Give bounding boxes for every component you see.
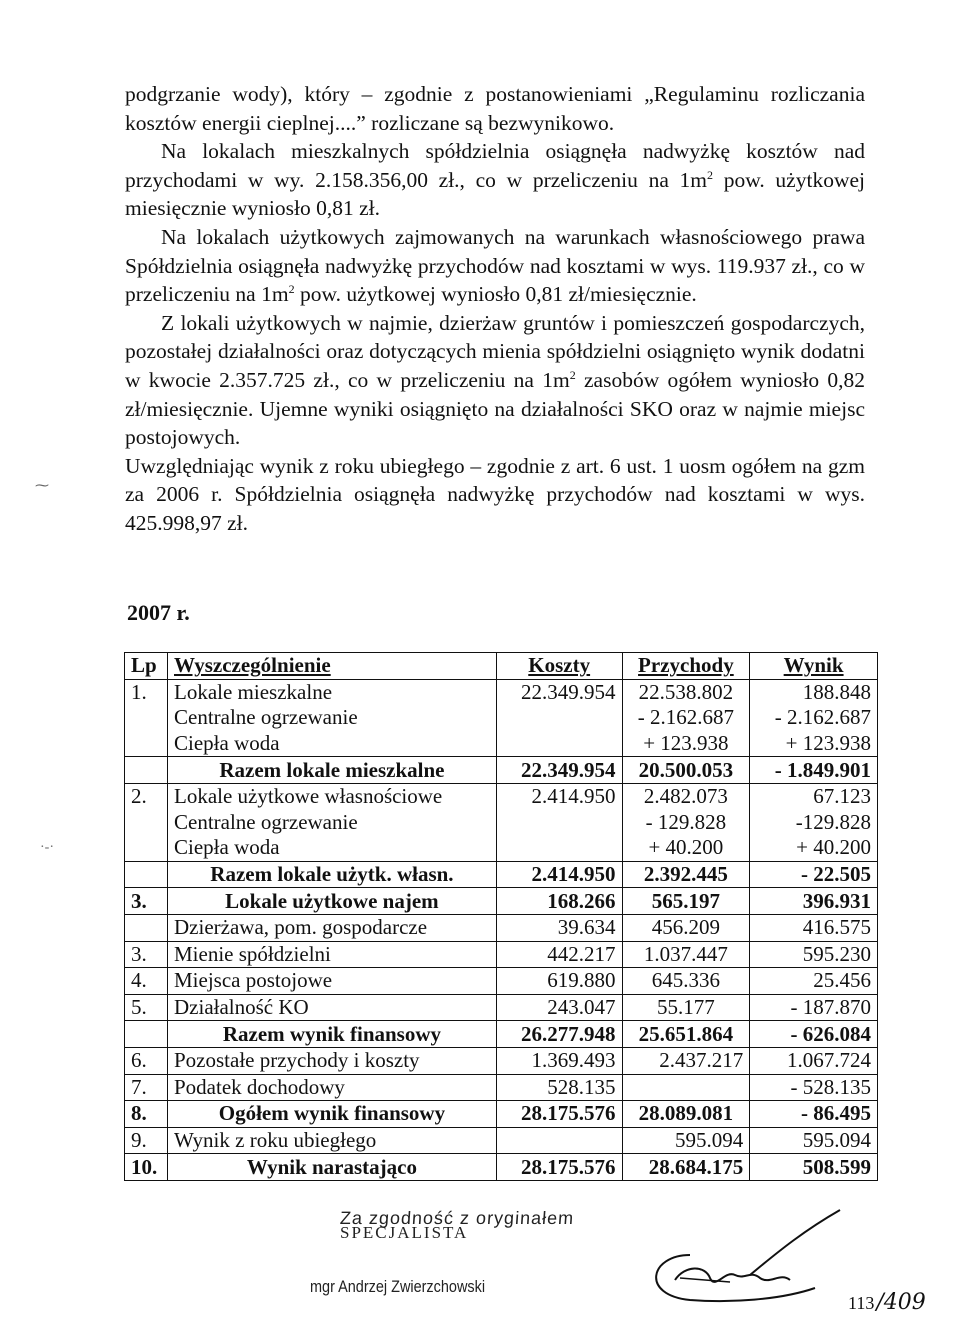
cell-lp: 6.: [125, 1047, 168, 1074]
cell-description: Razem lokale mieszkalne: [168, 757, 497, 784]
cell-costs: 39.634: [496, 914, 622, 941]
year-heading: 2007 r.: [127, 600, 190, 625]
margin-mark: ·-·: [40, 840, 54, 855]
cell-description: Wynik z roku ubiegłego: [168, 1127, 497, 1154]
cell-lp: 3.: [125, 941, 168, 968]
cell-costs: 2.414.950: [496, 861, 622, 888]
cell-description: Centralne ogrzewanie: [168, 810, 497, 836]
cell-result: + 40.200: [750, 835, 878, 861]
cell-costs: 442.217: [496, 941, 622, 968]
table-row: [125, 941, 878, 968]
paragraph-5: Uwzględniając wynik z roku ubiegłego – zgodnie z art. 6 ust. 1 uosm ogółem na gzm za 2006 r. Spółdzielnia osiągnęła nadwyżkę przychodów nad kosztami w wys. 425.998,97 zł.: [125, 453, 865, 535]
cell-description: Dzierżawa, pom. gospodarcze: [168, 914, 497, 941]
table-row: [125, 1127, 878, 1154]
header-revenue: Przychody: [622, 653, 750, 680]
cell-costs: 243.047: [496, 994, 622, 1021]
handwritten-signature: [630, 1200, 850, 1310]
cell-description: Wynik narastająco: [168, 1154, 497, 1181]
cell-result: - 86.495: [750, 1101, 878, 1128]
cell-result: -129.828: [750, 810, 878, 836]
cell-description: Lokale użytkowe własnościowe: [168, 783, 497, 809]
cell-revenue: 2.482.073: [622, 783, 750, 809]
cell-revenue: 20.500.053: [622, 757, 750, 784]
cell-costs: 528.135: [496, 1074, 622, 1101]
cell-costs: 28.175.576: [496, 1154, 622, 1181]
cell-lp: 5.: [125, 994, 168, 1021]
cell-result: 508.599: [750, 1154, 878, 1181]
table-row: [125, 705, 878, 731]
cell-result: 25.456: [750, 968, 878, 995]
cell-revenue: 565.197: [622, 888, 750, 915]
table-row: [125, 835, 878, 861]
cell-revenue: 456.209: [622, 914, 750, 941]
cell-description: Pozostałe przychody i koszty: [168, 1047, 497, 1074]
table-row: [125, 968, 878, 995]
cell-lp: 9.: [125, 1127, 168, 1154]
cell-lp: 1.: [125, 679, 168, 705]
cell-result: - 626.084: [750, 1021, 878, 1048]
cell-lp: [125, 705, 168, 731]
table-row: [125, 1154, 878, 1181]
cell-lp: [125, 835, 168, 861]
cell-costs: 28.175.576: [496, 1101, 622, 1128]
paragraph-1: podgrzanie wody), który – zgodnie z postanowieniami „Regulaminu rozliczania kosztów energii cieplnej....” rozliczane są bezwynikowo.: [125, 82, 865, 135]
cell-result: - 1.849.901: [750, 757, 878, 784]
cell-lp: [125, 757, 168, 784]
cell-description: Ciepła woda: [168, 731, 497, 757]
table-header-row: [125, 653, 878, 680]
cell-revenue: 22.538.802: [622, 679, 750, 705]
cell-lp: 2.: [125, 783, 168, 809]
cell-revenue: 55.177: [622, 994, 750, 1021]
cell-costs: [496, 810, 622, 836]
table-row: [125, 914, 878, 941]
cell-lp: 10.: [125, 1154, 168, 1181]
table-row: [125, 994, 878, 1021]
header-lp: Lp: [125, 653, 168, 680]
cell-lp: 3.: [125, 888, 168, 915]
cell-result: - 528.135: [750, 1074, 878, 1101]
table-row: [125, 888, 878, 915]
cell-revenue: + 40.200: [622, 835, 750, 861]
table-row: [125, 1101, 878, 1128]
stamp-certified-text: Za zgodność z oryginałem: [339, 1208, 575, 1228]
cell-description: Razem lokale użytk. własn.: [168, 861, 497, 888]
cell-lp: [125, 810, 168, 836]
cell-result: - 2.162.687: [750, 705, 878, 731]
cell-result: - 22.505: [750, 861, 878, 888]
cell-costs: 2.414.950: [496, 783, 622, 809]
page-number-printed: 113: [848, 1293, 875, 1313]
cell-result: - 187.870: [750, 994, 878, 1021]
cell-lp: [125, 914, 168, 941]
cell-result: 1.067.724: [750, 1047, 878, 1074]
cell-description: Centralne ogrzewanie: [168, 705, 497, 731]
cell-description: Lokale mieszkalne: [168, 679, 497, 705]
cell-lp: [125, 1021, 168, 1048]
stamp-name: mgr Andrzej Zwierzchowski: [310, 1277, 486, 1296]
cell-result: 595.094: [750, 1127, 878, 1154]
cell-costs: [496, 705, 622, 731]
cell-revenue: 28.684.175: [622, 1154, 750, 1181]
cell-revenue: 595.094: [622, 1127, 750, 1154]
cell-description: Mienie spółdzielni: [168, 941, 497, 968]
cell-revenue: 28.089.081: [622, 1101, 750, 1128]
cell-result: 67.123: [750, 783, 878, 809]
table-row: [125, 861, 878, 888]
cell-description: Podatek dochodowy: [168, 1074, 497, 1101]
table-row: [125, 1047, 878, 1074]
cell-revenue: 2.392.445: [622, 861, 750, 888]
header-description: Wyszczególnienie: [168, 653, 497, 680]
cell-lp: 4.: [125, 968, 168, 995]
cell-result: + 123.938: [750, 731, 878, 757]
header-costs: Koszty: [496, 653, 622, 680]
cell-result: 396.931: [750, 888, 878, 915]
header-result: Wynik: [750, 653, 878, 680]
page-number-handwritten: /409: [876, 1290, 926, 1315]
cell-costs: 168.266: [496, 888, 622, 915]
cell-costs: 619.880: [496, 968, 622, 995]
cell-revenue: 2.437.217: [622, 1047, 750, 1074]
certification-stamp: [310, 1208, 575, 1297]
cell-costs: [496, 835, 622, 861]
table-row: [125, 783, 878, 809]
table-row: [125, 810, 878, 836]
cell-result: 595.230: [750, 941, 878, 968]
table-row: [125, 1021, 878, 1048]
cell-result: 188.848: [750, 679, 878, 705]
cell-revenue: 1.037.447: [622, 941, 750, 968]
cell-costs: [496, 1127, 622, 1154]
cell-costs: 22.349.954: [496, 679, 622, 705]
table-row: [125, 679, 878, 705]
cell-description: Lokale użytkowe najem: [168, 888, 497, 915]
cell-result: 416.575: [750, 914, 878, 941]
paragraph-2: Na lokalach mieszkalnych spółdzielnia osiągnęła nadwyżkę kosztów nad przychodami w wy. 2.158.356,00 zł., co w przeliczeniu na $1m^2$ pow. użytkowej miesięcznie wyniosło 0,81 zł.: [125, 139, 865, 221]
cell-revenue: - 129.828: [622, 810, 750, 836]
cell-revenue: 25.651.864: [622, 1021, 750, 1048]
cell-description: Ciepła woda: [168, 835, 497, 861]
cell-lp: 8.: [125, 1101, 168, 1128]
cell-lp: [125, 731, 168, 757]
table-row: [125, 731, 878, 757]
table-row: [125, 757, 878, 784]
body-text: [125, 80, 865, 538]
page-number: [848, 1290, 926, 1315]
cell-revenue: + 123.938: [622, 731, 750, 757]
cell-revenue: 645.336: [622, 968, 750, 995]
financial-results-table: [124, 652, 878, 1181]
cell-costs: 22.349.954: [496, 757, 622, 784]
cell-description: Działalność KO: [168, 994, 497, 1021]
paragraph-4: Z lokali użytkowych w najmie, dzierżaw gruntów i pomieszczeń gospodarczych, pozostałej działalności oraz dotyczących mienia spółdzielni osiągnięto wynik dodatni w kwocie 2.357.725 zł., co w przeliczeniu na $1m^2$ zasobów ogółem wyniosło 0,82 zł/miesięcznie. Ujemne wyniki osiągnięto na działalności SKO oraz w najmie miejsc postojowych.: [125, 310, 866, 450]
stamp-title: SPECJALISTA: [340, 1223, 469, 1242]
cell-revenue: [622, 1074, 750, 1101]
table-row: [125, 1074, 878, 1101]
cell-costs: 1.369.493: [496, 1047, 622, 1074]
cell-costs: [496, 731, 622, 757]
cell-description: Miejsca postojowe: [168, 968, 497, 995]
cell-description: Razem wynik finansowy: [168, 1021, 497, 1048]
margin-mark: ⁓: [35, 479, 49, 494]
cell-lp: 7.: [125, 1074, 168, 1101]
cell-lp: [125, 861, 168, 888]
cell-revenue: - 2.162.687: [622, 705, 750, 731]
cell-costs: 26.277.948: [496, 1021, 622, 1048]
paragraph-3: Na lokalach użytkowych zajmowanych na warunkach własnościowego prawa Spółdzielnia osiągnęła nadwyżkę przychodów nad kosztami w wys. 119.937 zł., co w przeliczeniu na $1m^2$ pow. użytkowej wyniosło 0,81 zł/miesięcznie.: [125, 224, 865, 307]
cell-description: Ogółem wynik finansowy: [168, 1101, 497, 1128]
